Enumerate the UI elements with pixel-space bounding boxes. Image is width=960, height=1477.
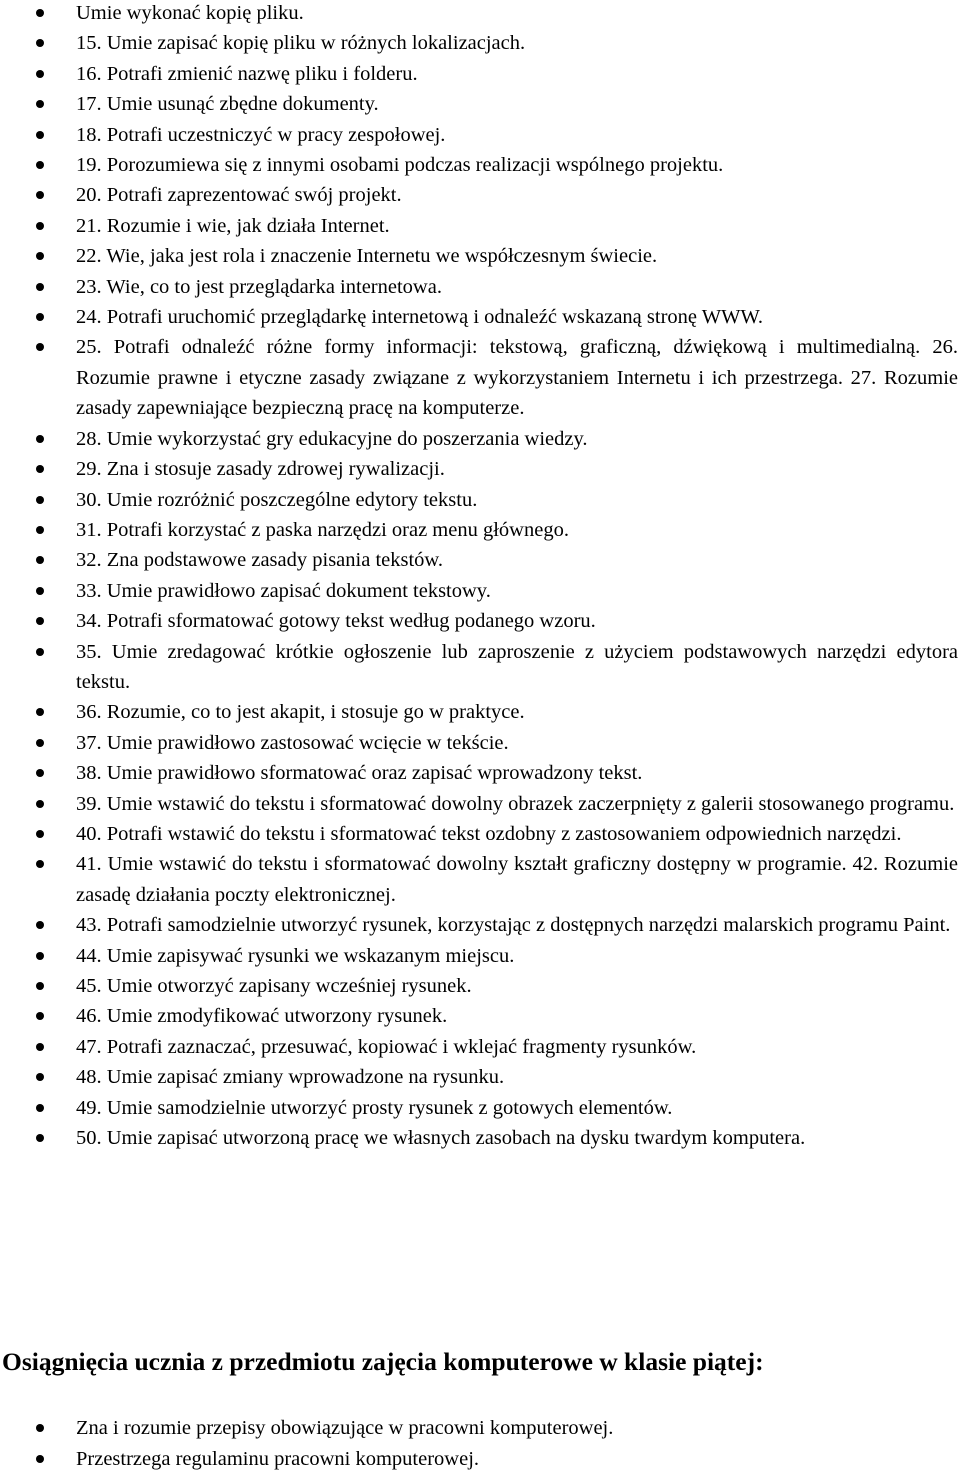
list-item: 32. Zna podstawowe zasady pisania tekstów. [0,545,960,575]
list-item: 29. Zna i stosuje zasady zdrowej rywalizacji. [0,454,960,484]
list-item: 19. Porozumiewa się z innymi osobami podczas realizacji wspólnego projektu. [0,150,960,180]
list-item: 47. Potrafi zaznaczać, przesuwać, kopiować i wklejać fragmenty rysunków. [0,1032,960,1062]
list-item: 25. Potrafi odnaleźć różne formy informacji: tekstową, graficzną, dźwiękową i multimedialną. 26. Rozumie prawne i etyczne zasady związane z wykorzystaniem Internetu i ich przestrzega. 27. Rozumie zasady zapewniające bezpieczną pracę na komputerze. [0,332,960,423]
list-item: 36. Rozumie, co to jest akapit, i stosuje go w praktyce. [0,697,960,727]
list-item: 41. Umie wstawić do tekstu i sformatować dowolny kształt graficzny dostępny w programie. 42. Rozumie zasadę działania poczty elektronicznej. [0,849,960,910]
list-item: 20. Potrafi zaprezentować swój projekt. [0,180,960,210]
list-item: 44. Umie zapisywać rysunki we wskazanym miejscu. [0,941,960,971]
list-item: 21. Rozumie i wie, jak działa Internet. [0,211,960,241]
list-item: 33. Umie prawidłowo zapisać dokument tekstowy. [0,576,960,606]
list-item: 18. Potrafi uczestniczyć w pracy zespołowej. [0,120,960,150]
list-item: 24. Potrafi uruchomić przeglądarkę internetową i odnaleźć wskazaną stronę WWW. [0,302,960,332]
list-item: 39. Umie wstawić do tekstu i sformatować dowolny obrazek zaczerpnięty z galerii stosowanego programu. [0,789,960,819]
list-item: 17. Umie usunąć zbędne dokumenty. [0,89,960,119]
list-item: Umie wykonać kopię pliku. [0,0,960,28]
list-item: 50. Umie zapisać utworzoną pracę we własnych zasobach na dysku twardym komputera. [0,1123,960,1153]
list-item: 16. Potrafi zmienić nazwę pliku i folderu. [0,59,960,89]
list-item: 37. Umie prawidłowo zastosować wcięcie w tekście. [0,728,960,758]
list-item: 34. Potrafi sformatować gotowy tekst według podanego wzoru. [0,606,960,636]
list-item: 45. Umie otworzyć zapisany wcześniej rysunek. [0,971,960,1001]
list-item: 28. Umie wykorzystać gry edukacyjne do poszerzania wiedzy. [0,424,960,454]
list-item: 23. Wie, co to jest przeglądarka internetowa. [0,272,960,302]
list-item: 46. Umie zmodyfikować utworzony rysunek. [0,1001,960,1031]
list-item: Przestrzega regulaminu pracowni komputerowej. [0,1444,960,1475]
list-item: 48. Umie zapisać zmiany wprowadzone na rysunku. [0,1062,960,1092]
list-item: 43. Potrafi samodzielnie utworzyć rysunek, korzystając z dostępnych narzędzi malarskich programu Paint. [0,910,960,940]
list-item: 38. Umie prawidłowo sformatować oraz zapisać wprowadzony tekst. [0,758,960,788]
list-item: 15. Umie zapisać kopię pliku w różnych lokalizacjach. [0,28,960,58]
section-heading: Osiągnięcia ucznia z przedmiotu zajęcia komputerowe w klasie piątej: [2,1347,764,1376]
list-item: 35. Umie zredagować krótkie ogłoszenie lub zaproszenie z użyciem podstawowych narzędzi edytora tekstu. [0,637,960,698]
list-item: 31. Potrafi korzystać z paska narzędzi oraz menu głównego. [0,515,960,545]
list-item: 22. Wie, jaka jest rola i znaczenie Internetu we współczesnym świecie. [0,241,960,271]
list-item: 49. Umie samodzielnie utworzyć prosty rysunek z gotowych elementów. [0,1093,960,1123]
list-item: 40. Potrafi wstawić do tekstu i sformatować tekst ozdobny z zastosowaniem odpowiednich narzędzi. [0,819,960,849]
list-item: 30. Umie rozróżnić poszczególne edytory tekstu. [0,485,960,515]
section-list [0,1413,960,1475]
list-item: Zna i rozumie przepisy obowiązujące w pracowni komputerowej. [0,1413,960,1444]
